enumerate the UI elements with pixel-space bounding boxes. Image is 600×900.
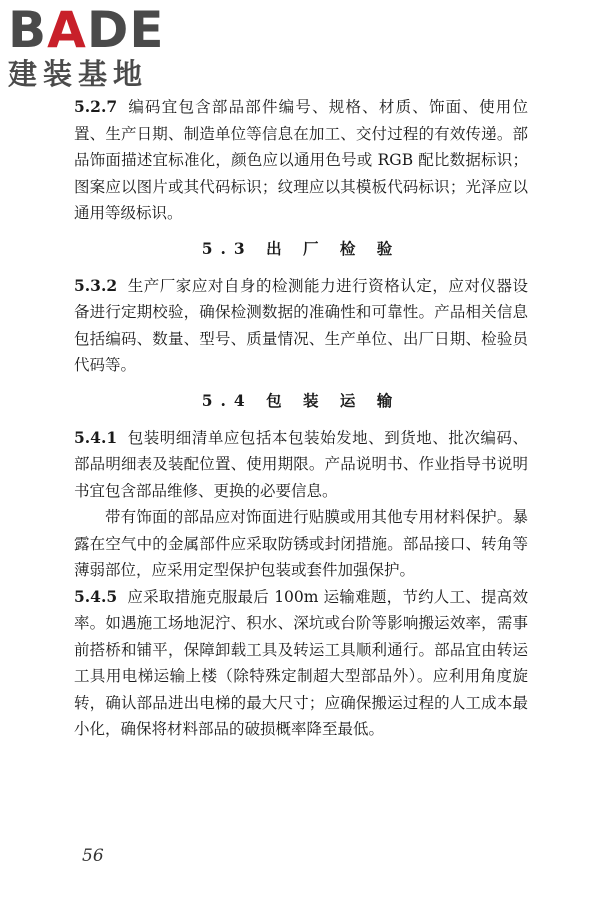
logo-letter-b: B	[8, 1, 48, 59]
clause-5-4-5	[74, 584, 528, 743]
logo-chinese-text: 建装基地	[8, 57, 149, 91]
section-title-5-4: 5.4 包 装 运 输	[201, 390, 401, 410]
clause-number: 5.3.2	[74, 275, 118, 295]
document-body	[74, 94, 528, 743]
clause-text: 生产厂家应对自身的检测能力进行资格认定，应对仪器设备进行定期校验，确保检测数据的准确性和可靠性。产品相关信息包括编码、数量、型号、质量情况、生产单位、出厂日期、检验员代码等。	[74, 276, 528, 374]
clause-text: 编码宜包含部品部件编号、规格、材质、饰面、使用位置、生产日期、制造单位等信息在加工、交付过程的有效传递。部品饰面描述宜标准化，颜色应以通用色号或 RGB 配比数据标识；图案应以图片或其代码标识；纹理应以其模板代码标识；光泽应以通用等级标识。	[74, 98, 528, 222]
bade-logo	[8, 1, 178, 91]
clause-number: 5.2.7	[74, 97, 118, 116]
clause-number: 5.4.1	[74, 427, 118, 447]
section-title-5-3: 5.3 出 厂 检 验	[201, 238, 401, 258]
logo-letters-de: DE	[86, 1, 165, 59]
clause-text: 包装明细清单应包括本包装始发地、到货地、批次编码、部品明细表及装配位置、使用期限。产品说明书、作业指导书说明书宜包含部品维修、更换的必要信息。	[74, 428, 528, 500]
clause-5-4-1	[74, 425, 528, 505]
logo-letter-a-accent: A	[47, 1, 87, 59]
logo-latin-text	[8, 1, 178, 59]
clause-5-2-7	[74, 94, 528, 227]
clause-number: 5.4.5	[74, 586, 118, 606]
paragraph-protection: 带有饰面的部品应对饰面进行贴膜或用其他专用材料保护。暴露在空气中的金属部件应采取防锈或封闭措施。部品接口、转角等薄弱部位，应采用定型保护包装或套件加强保护。	[74, 508, 528, 579]
clause-5-3-2	[74, 273, 528, 379]
page-number: 56	[82, 846, 104, 866]
clause-text: 应采取措施克服最后 100m 运输难题，节约人工、提高效率。如遇施工场地泥泞、积水、深坑或台阶等影响搬运效率，需事前搭桥和铺平，保障卸载工具及转运工具顺利通行。部品宜由转运工具用电梯运输上楼（除特殊定制超大型部品外）。应利用角度旋转，确认部品进出电梯的最大尺寸；应确保搬运过程的人工成本最小化，确保将材料部品的破损概率降至最低。	[74, 587, 528, 738]
